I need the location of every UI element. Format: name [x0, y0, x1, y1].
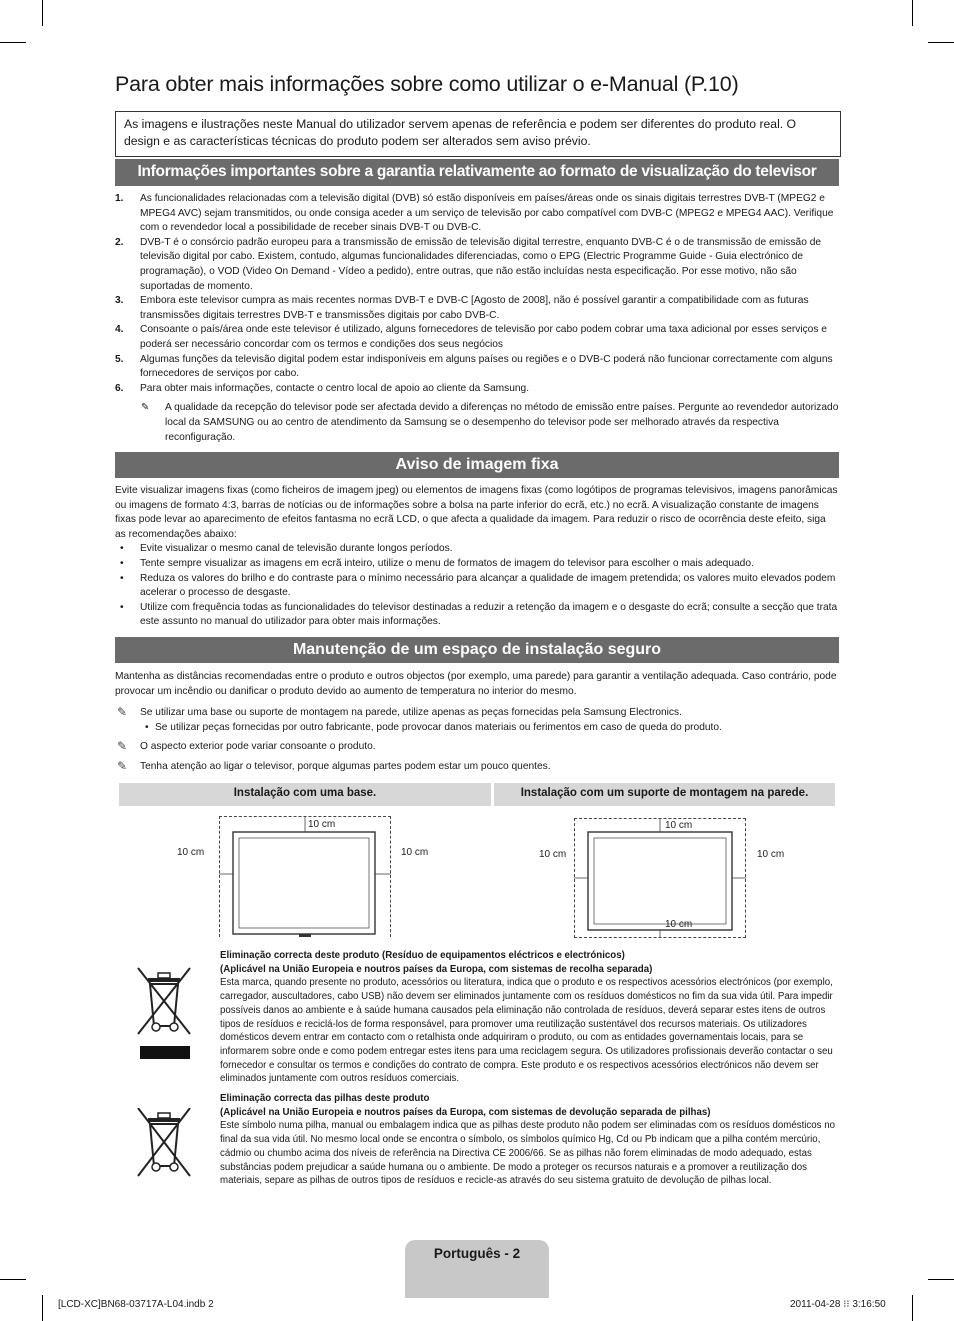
note-sub-list: [115, 721, 839, 736]
warranty-list: [115, 192, 839, 445]
weee-disposal-section: [220, 949, 835, 1086]
crop-mark: [0, 42, 26, 43]
left-clearance-label: 10 cm: [539, 849, 567, 860]
weee-subtitle: (Aplicável na União Europeia e noutros países da Europa, com sistemas de recolha separada): [220, 963, 653, 975]
weee-body: Esta marca, quando presente no produto, acessórios ou literatura, indica que o produto e os respectivos acessórios electrónicos (por exemplo, carregador, auscultadores, cabo USB) não devem ser eliminados juntamente com os resíduos domésticos no fim da sua vida útil. Para impedir possíveis danos ao ambiente e à saúde humana causados pela eliminação não controlada de resíduos, deverá separar estes itens de outros tipos de resíduos e reciclá-los de forma responsável, para promover uma reutilização sustentável dos recursos materiais. Os utilizadores domésticos devem entrar em contacto com o retalhista onde adquiriram o produto, ou com as entidades governamentais locais, para se informarem sobre onde e como podem entregar estes itens para uma reciclagem segura. Os utilizadores profissionais deverão contactar o seu fornecedor e consultar os termos e condições do contrato de compra. Este produto e os respectivos acessórios electrónicos não devem ser eliminados juntamente com outros resíduos comerciais.: [220, 977, 833, 1085]
tv-on-stand-illustration: [219, 816, 391, 940]
list-item: 5. Algumas funções da televisão digital podem estar indisponíveis em alguns países ou regiões e o DVB-C poderá não funcionar correctamente com alguns fornecedores de serviços por cabo.: [115, 353, 833, 380]
crop-mark: [912, 1295, 913, 1321]
print-file-name: [LCD-XC]BN68-03717A-L04.indb 2: [58, 1299, 214, 1310]
crop-mark: [42, 0, 43, 26]
wall-mounted-tv-illustration: [574, 818, 746, 938]
pencil-icon: ✎: [141, 402, 150, 414]
pencil-icon: ✎: [117, 739, 128, 754]
page-number: Português - 2: [433, 1246, 521, 1261]
still-image-heading: Aviso de imagem fixa: [115, 452, 839, 478]
crop-mark: [42, 1295, 43, 1321]
crop-mark: [912, 0, 913, 26]
weee-title: Eliminação correcta deste produto (Resíduo de equipamentos eléctricos e electrónicos): [220, 950, 625, 961]
battery-title: Eliminação correcta das pilhas deste produto: [220, 1093, 430, 1104]
note-item: ✎ A qualidade da recepção do televisor pode ser afectada devido a diferenças no método de emissão entre países. Pergunte ao revendedor autorizado local da SAMSUNG ou ao centro de atendimento da Samsung se o desempenho do televisor pode ser melhorado através da respectiva reconfiguração.: [141, 402, 839, 443]
list-item: 1. As funcionalidades relacionadas com a televisão digital (DVB) só estão disponíveis em países/áreas onde os sinais digitais terrestres DVB-T (MPEG2 e MPEG4 AVC) sejam transmitidos, ou onde consiga aceder a um serviço de televisão por cabo compatível com DVB-C (MPEG2 e MPEG4 AAC). Verifique com o revendedor local a possibilidade de receber sinais DVB-T ou DVB-C.: [115, 193, 834, 234]
bottom-clearance-label: 10 cm: [665, 919, 693, 930]
pencil-icon: ✎: [117, 758, 128, 773]
crop-mark: [0, 1279, 26, 1280]
list-item: • Se utilizar peças fornecidas por outro fabricante, pode provocar danos materiais ou ferimentos em caso de queda do produto.: [140, 721, 839, 736]
note-item: ✎ Se utilizar uma base ou suporte de montagem na parede, utilize apenas as peças fornecidas pela Samsung Electronics.: [117, 705, 682, 720]
list-item: • Tente sempre visualizar as imagens em ecrã inteiro, utilize o menu de formatos de imagem do televisor para escolher o mais adequado.: [115, 557, 839, 572]
crossed-bin-icon: [134, 964, 194, 1062]
list-item: 6. Para obter mais informações, contacte o centro local de apoio ao cliente da Samsung.: [115, 382, 530, 394]
battery-body: Este símbolo numa pilha, manual ou embalagem indica que as pilhas deste produto não podem ser eliminadas com os resíduos domésticos no final da sua vida útil. No mesmo local onde se encontra o símbolo, os símbolos químico Hg, Cd ou Pb indicam que a pilha contém mercúrio, cádmio ou chumbo acima dos níveis de referência na Directiva CE 2006/66. Se as pilhas não forem eliminadas de modo adequado, estas substâncias podem prejudicar a saúde humana ou o ambiente. De modo a proteger os recursos naturais e a promover a reutilização dos materiais, separe as pilhas de outros tipos de resíduos e recicle-as através do seu sistema gratuito de devolução de pilhas local.: [220, 1120, 835, 1187]
warranty-heading: Informações importantes sobre a garantia relativamente ao formato de visualização do televisor: [115, 159, 839, 186]
crop-mark: [928, 42, 954, 43]
top-clearance-label: 10 cm: [665, 820, 693, 831]
list-item: 2. DVB-T é o consórcio padrão europeu para a transmissão de emissão de televisão digital terrestre, enquanto DVB-C é o de transmissão de emissão de televisão digital por cabo. Existem, contudo, algumas funcionalidades diferenciadas, como o EPG (Electric Programme Guide - Guia electrónico de programação), o VOD (Video On Demand - Vídeo a pedido), entre outras, que não estão incluídas nesta especificação. Por esse motivo, não são suportadas de momento.: [115, 236, 822, 292]
note-item: ✎ O aspecto exterior pode variar consoante o produto.: [117, 739, 376, 754]
list-item: • Evite visualizar o mesmo canal de televisão durante longos períodos.: [115, 542, 839, 557]
list-item: 4. Consoante o país/área onde este televisor é utilizado, alguns fornecedores de televisão por cabo podem cobrar uma taxa adicional por esses serviços e poderá ser necessário concordar com os termos e condições dos seus negócios: [115, 324, 827, 350]
installation-heading: Manutenção de um espaço de instalação seguro: [115, 637, 839, 663]
crop-mark: [928, 1279, 954, 1280]
note-item: ✎ Tenha atenção ao ligar o televisor, porque algumas partes podem estar um pouco quentes.: [117, 758, 551, 773]
list-item: • Utilize com frequência todas as funcionalidades do televisor destinadas a reduzir a retenção da imagem e o desgaste do ecrã; consulte a secção que trata este assunto no manual do utilizador para obter mais informações.: [115, 601, 839, 630]
stand-install-header: Instalação com uma base.: [119, 783, 491, 806]
crossed-battery-bin-icon: [134, 1108, 194, 1180]
right-clearance-label: 10 cm: [401, 847, 429, 858]
installation-intro: Mantenha as distâncias recomendadas entre o produto e outros objectos (por exemplo, uma parede) para garantir a ventilação adequada. Caso contrário, pode provocar um incêndio ou danificar o produto devido ao aumento de temperatura no interior do mesmo.: [115, 671, 837, 697]
print-timestamp: 2011-04-28 ⁝⁝ 3:16:50: [790, 1299, 886, 1310]
page-title: Para obter mais informações sobre como utilizar o e-Manual (P.10): [115, 72, 739, 96]
disclaimer-box: As imagens e ilustrações neste Manual do utilizador servem apenas de referência e podem ser diferentes do produto real. O design e as características técnicas do produto podem ser alterados sem aviso prévio.: [115, 111, 841, 157]
left-clearance-label: 10 cm: [177, 847, 205, 858]
right-clearance-label: 10 cm: [757, 849, 785, 860]
wall-install-header: Instalação com um suporte de montagem na parede.: [494, 783, 835, 806]
list-item: 3. Embora este televisor cumpra as mais recentes normas DVB-T e DVB-C [Agosto de 2008], não é possível garantir a compatibilidade com as futuras transmissões digitais terrestres DVB-T e transmissões digitais por cabo DVB-C.: [115, 295, 809, 321]
battery-subtitle: (Aplicável na União Europeia e noutros países da Europa, com sistemas de devolução separada de pilhas): [220, 1106, 711, 1118]
still-image-intro: Evite visualizar imagens fixas (como ficheiros de imagem jpeg) ou elementos de imagens fixas (como logótipos de programas televisivos, imagens panorâmicas ou imagens de formato 4:3, barras de notícias ou de informações sobre a bolsa na parte inferior do ecrã, etc.) no ecrã. A visualização constante de imagens fixas pode levar ao aparecimento de efeitos fantasma no ecrã LCD, o que afecta a qualidade da imagem. Para reduzir o risco de ocorrência deste efeito, siga as recomendações abaixo:: [115, 485, 838, 540]
still-image-body: [115, 484, 839, 630]
installation-body: [115, 670, 839, 775]
list-item: • Reduza os valores do brilho e do contraste para o mínimo necessário para alcançar a qualidade de imagem pretendida; os valores muito elevados podem acelerar o processo de desgaste.: [115, 572, 839, 601]
top-clearance-label: 10 cm: [308, 819, 336, 830]
pencil-icon: ✎: [117, 705, 128, 720]
battery-disposal-section: [220, 1092, 835, 1188]
